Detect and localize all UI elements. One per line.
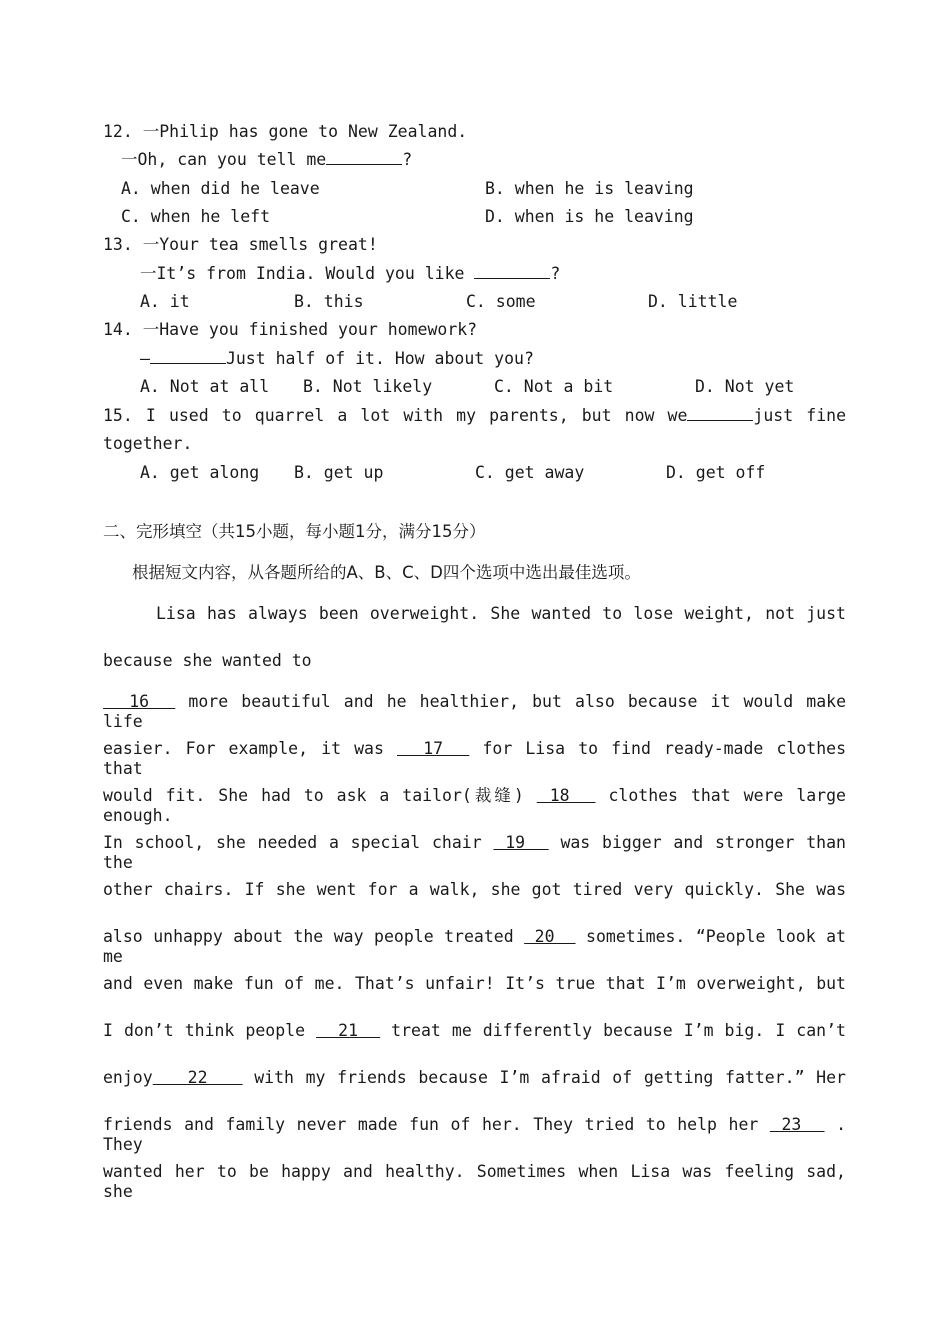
passage-text: was bigger and stronger than the <box>103 833 846 872</box>
answer-blank <box>150 349 226 364</box>
passage-text: sometimes. “People look at me <box>103 927 846 966</box>
option-14-a: A. Not at all <box>140 377 270 396</box>
question-14-line2 <box>140 349 534 369</box>
passage-line <box>103 927 846 967</box>
option-13-a: A. it <box>140 292 190 311</box>
option-12-b: B. when he is leaving <box>485 179 694 198</box>
option-15-b: B. get up <box>294 463 384 482</box>
blank-17: 17 <box>397 739 470 758</box>
option-12-a: A. when did he leave <box>121 179 320 198</box>
passage-line: because she wanted to <box>103 651 312 670</box>
blank-16: 16 <box>103 692 176 711</box>
answer-blank <box>687 406 753 421</box>
passage-line: other chairs. If she went for a walk, she got tired very quickly. She was <box>103 880 846 899</box>
blank-22: 22 <box>152 1068 243 1087</box>
passage-line: Lisa has always been overweight. She wanted to lose weight, not just <box>156 604 846 623</box>
question-15-line2: together. <box>103 434 193 453</box>
option-14-b: B. Not likely <box>303 377 433 396</box>
blank-19: 19 <box>493 833 549 852</box>
question-mark: ? <box>402 150 413 169</box>
passage-text: clothes that were large enough. <box>103 786 846 825</box>
question-12-stem: 12. 一Philip has gone to New Zealand. <box>103 122 468 141</box>
passage-line <box>103 1021 846 1041</box>
passage-text: with my friends because I’m afraid of getting fatter.” Her <box>242 1068 846 1087</box>
passage-text: . They <box>103 1115 847 1154</box>
blank-18: 18 <box>536 786 596 805</box>
question-12-line2 <box>121 150 412 170</box>
passage-text: In school, she needed a special chair <box>103 833 494 852</box>
passage-line <box>103 833 846 873</box>
section-instruction: 根据短文内容，从各题所给的A、B、C、D四个选项中选出最佳选项。 <box>132 563 641 582</box>
passage-line <box>103 692 846 732</box>
question-15-line1 <box>103 406 846 426</box>
section-heading: 二、完形填空（共15小题，每小题1分，满分15分） <box>103 522 486 541</box>
option-14-d: D. Not yet <box>695 377 795 396</box>
blank-23: 23 <box>769 1115 825 1134</box>
passage-text: easier. For example, it was <box>103 739 398 758</box>
answer-blank <box>474 264 550 279</box>
question-13-text: 一It’s from India. Would you like <box>140 264 475 283</box>
passage-text: more beautiful and he healthier, but also because it would make life <box>103 692 847 731</box>
option-15-c: C. get away <box>475 463 585 482</box>
passage-text: I don’t think people <box>103 1021 317 1040</box>
dash: — <box>140 349 150 368</box>
option-13-c: C. some <box>466 292 536 311</box>
question-15-text: 15. I used to quarrel a lot with my parents, but now we <box>103 406 688 425</box>
question-mark: ? <box>550 264 561 283</box>
passage-line: wanted her to be happy and healthy. Sometimes when Lisa was feeling sad, she <box>103 1162 846 1201</box>
answer-blank <box>326 150 402 165</box>
option-13-b: B. this <box>294 292 364 311</box>
passage-text: treat me differently because I’m big. I can’t <box>380 1021 846 1040</box>
question-13-stem: 13. 一Your tea smells great! <box>103 235 378 254</box>
blank-20: 20 <box>524 927 576 946</box>
option-12-d: D. when is he leaving <box>485 207 694 226</box>
passage-line <box>103 786 846 826</box>
passage-text: also unhappy about the way people treated <box>103 927 525 946</box>
passage-line <box>103 1068 846 1088</box>
passage-text: friends and family never made fun of her. They tried to help her <box>103 1115 770 1134</box>
blank-21: 21 <box>316 1021 381 1040</box>
passage-line: and even make fun of me. That’s unfair! It’s true that I’m overweight, but <box>103 974 846 993</box>
question-15-text-end: just fine <box>753 406 846 425</box>
question-12-text: 一Oh, can you tell me <box>121 150 327 169</box>
question-14-stem: 14. 一Have you finished your homework? <box>103 320 478 339</box>
passage-line <box>103 739 846 779</box>
option-13-d: D. little <box>648 292 738 311</box>
passage-text: for Lisa to find ready-made clothes that <box>103 739 847 778</box>
passage-line <box>103 1115 846 1155</box>
question-14-text: Just half of it. How about you? <box>225 349 534 368</box>
passage-text: enjoy <box>103 1068 153 1087</box>
option-12-c: C. when he left <box>121 207 271 226</box>
option-15-a: A. get along <box>140 463 260 482</box>
question-13-line2 <box>140 264 560 284</box>
option-14-c: C. Not a bit <box>494 377 614 396</box>
option-15-d: D. get off <box>666 463 766 482</box>
passage-text: would fit. She had to ask a tailor(裁缝) <box>103 786 537 805</box>
